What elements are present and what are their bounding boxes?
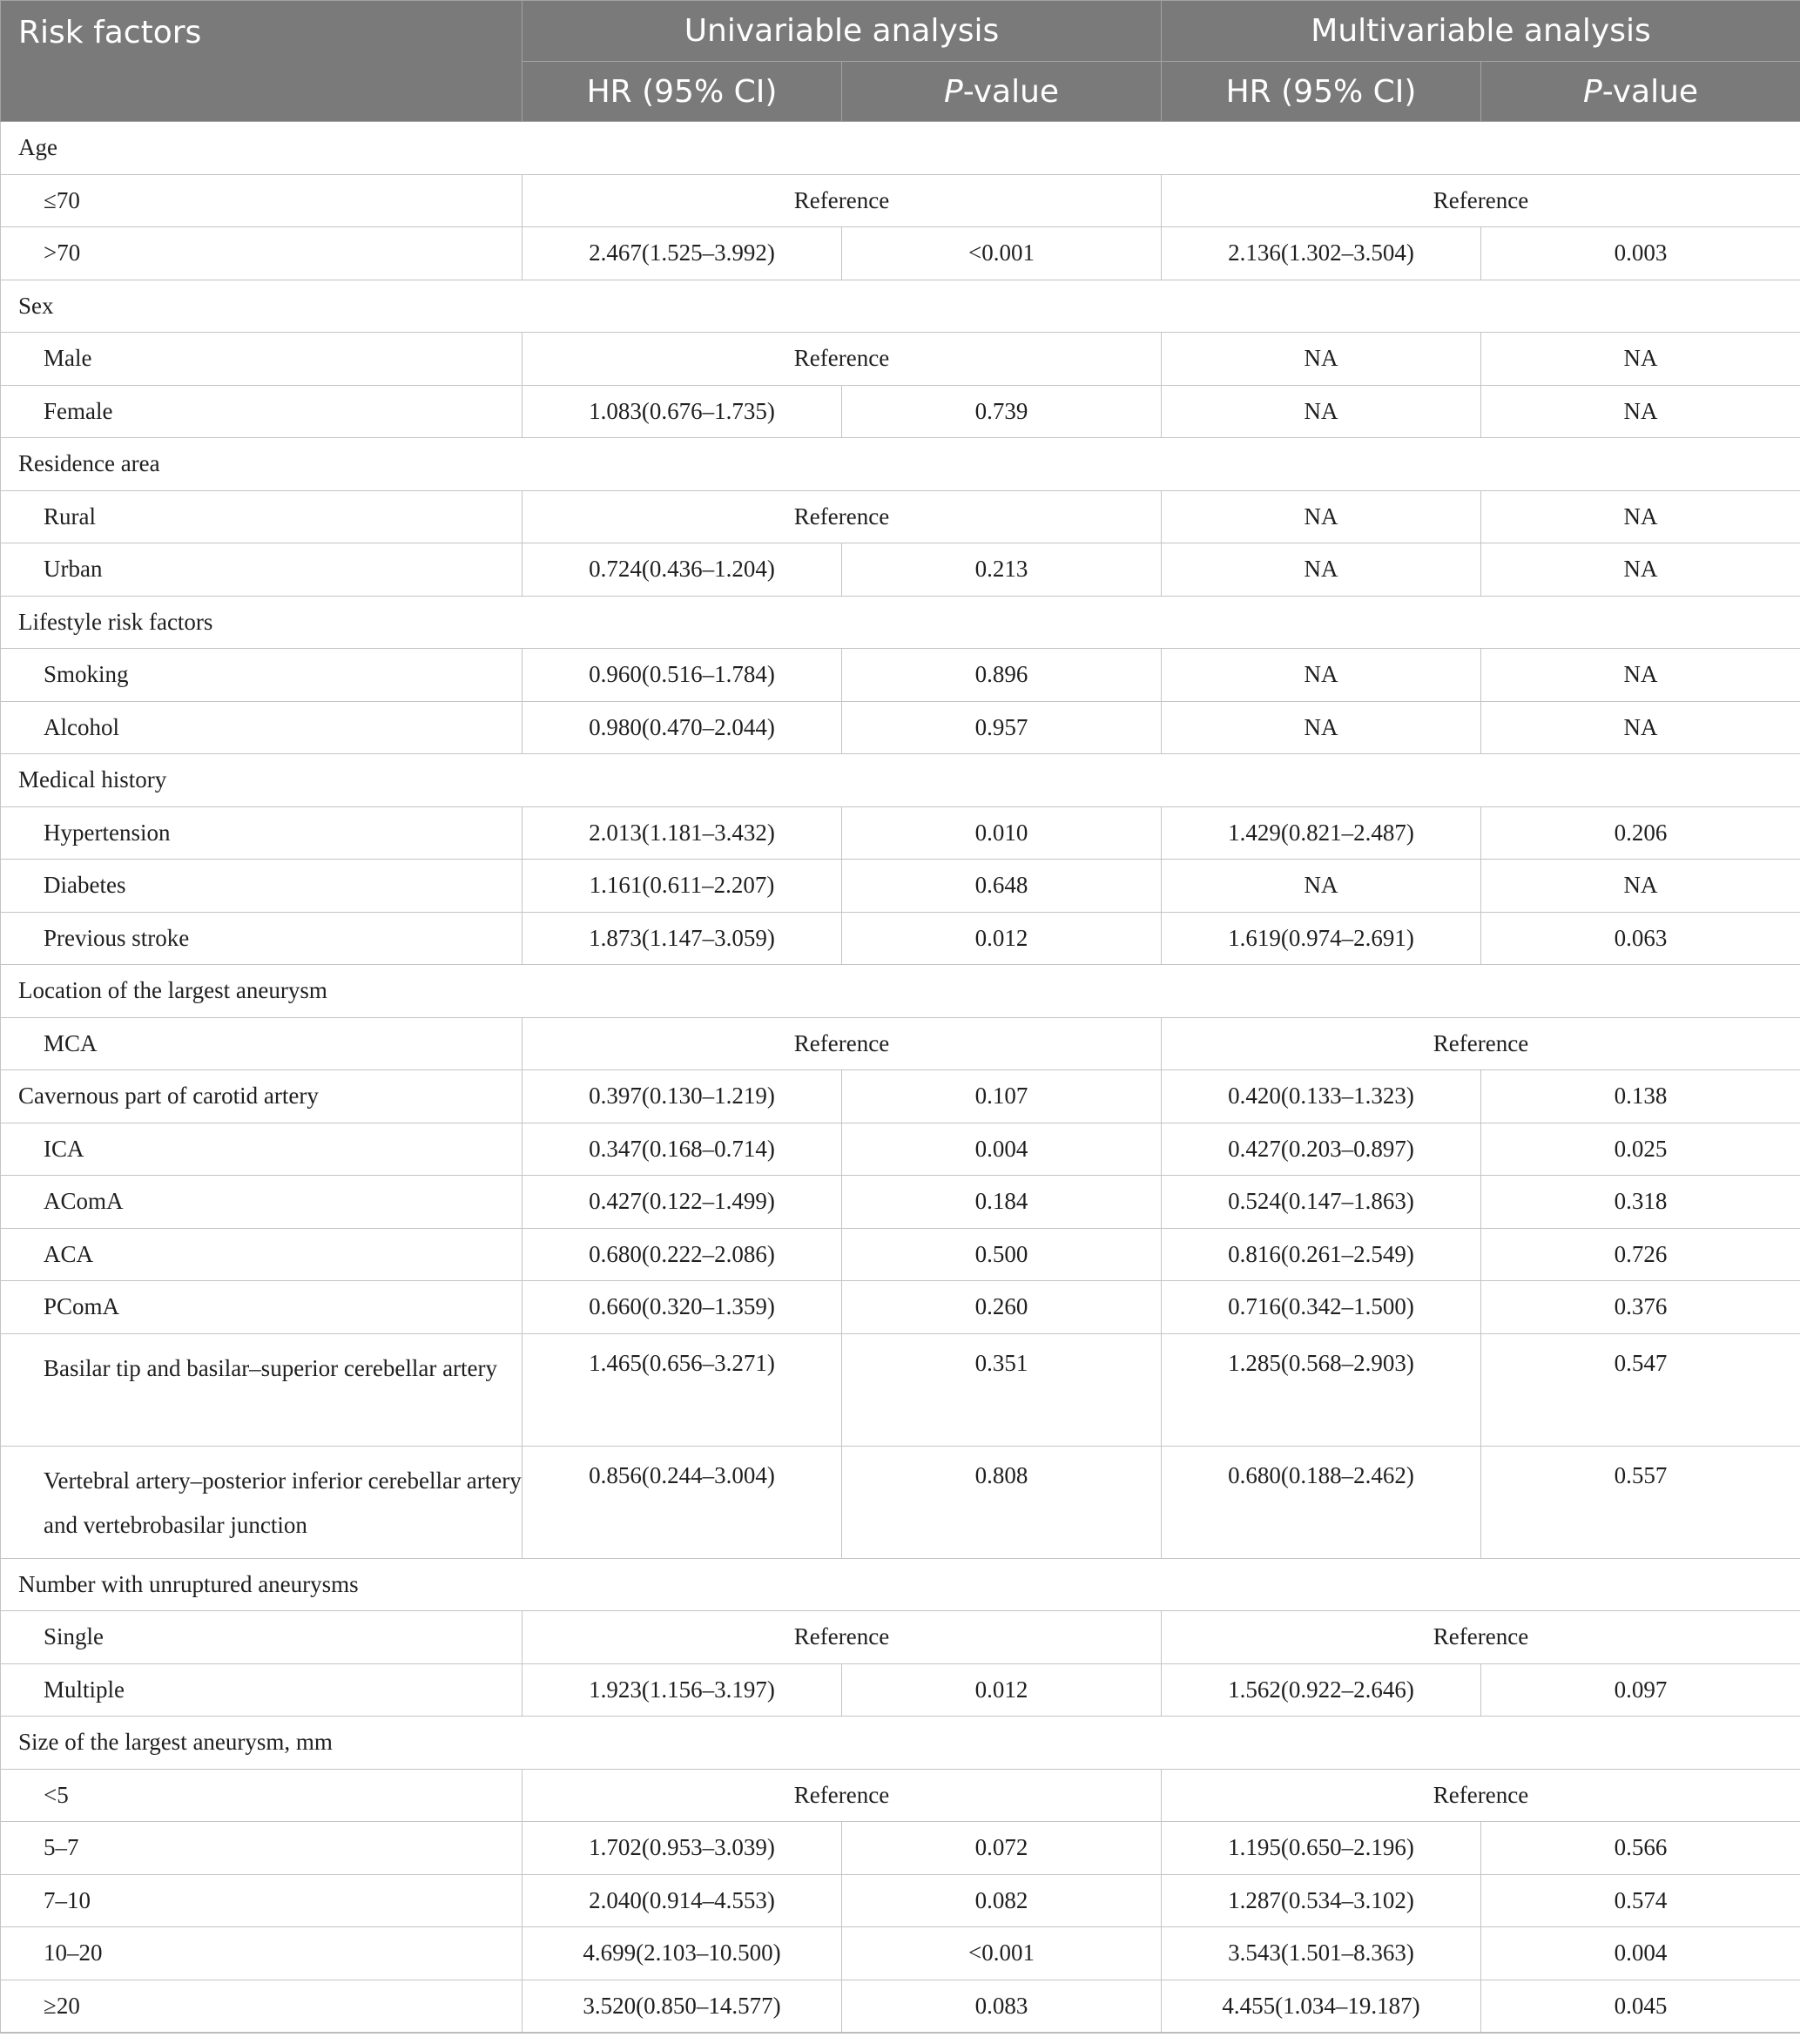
uni-hr-value: 0.960(0.516–1.784) — [522, 649, 842, 702]
risk-factor-label: ≤70 — [1, 174, 522, 227]
table-row — [1, 1333, 1800, 1446]
header-risk-factors: Risk factors — [1, 1, 522, 122]
multi-p-value: 0.025 — [1481, 1123, 1800, 1176]
multi-p-value: 0.004 — [1481, 1927, 1800, 1980]
table-row — [1, 860, 1800, 913]
multi-hr-value: 1.562(0.922–2.646) — [1162, 1663, 1481, 1717]
multi-p-value: 0.318 — [1481, 1176, 1800, 1229]
risk-factor-label: Basilar tip and basilar–superior cerebellar artery — [1, 1333, 522, 1446]
uni-p-value: 0.184 — [842, 1176, 1162, 1229]
header-multi-p-italic: P — [1582, 73, 1602, 110]
category-label: Lifestyle risk factors — [1, 596, 1800, 649]
table-row — [1, 1611, 1800, 1664]
uni-reference: Reference — [522, 333, 1162, 386]
header-uni-p-suffix: -value — [962, 73, 1060, 110]
multi-hr-value: NA — [1162, 701, 1481, 754]
uni-hr-value: 0.347(0.168–0.714) — [522, 1123, 842, 1176]
category-row — [1, 965, 1800, 1018]
multi-hr-value: NA — [1162, 649, 1481, 702]
uni-hr-value: 1.873(1.147–3.059) — [522, 912, 842, 965]
uni-reference: Reference — [522, 1611, 1162, 1664]
multi-p-value: 0.003 — [1481, 227, 1800, 280]
category-label: Medical history — [1, 754, 1800, 807]
table-row — [1, 1446, 1800, 1558]
header-multivariable: Multivariable analysis — [1162, 1, 1800, 62]
risk-factor-label: Female — [1, 385, 522, 438]
table-row — [1, 1228, 1800, 1281]
header-multi-p — [1481, 62, 1800, 122]
multi-p-value: NA — [1481, 385, 1800, 438]
multi-hr-value: 1.195(0.650–2.196) — [1162, 1822, 1481, 1875]
multi-p-value: 0.045 — [1481, 1980, 1800, 2033]
uni-hr-value: 0.397(0.130–1.219) — [522, 1070, 842, 1123]
uni-p-value: 0.648 — [842, 860, 1162, 913]
risk-factor-label: Single — [1, 1611, 522, 1664]
uni-p-value: 0.260 — [842, 1281, 1162, 1334]
uni-hr-value: 2.467(1.525–3.992) — [522, 227, 842, 280]
risk-factor-label: <5 — [1, 1769, 522, 1822]
uni-p-value: 0.351 — [842, 1333, 1162, 1446]
category-row — [1, 280, 1800, 333]
multi-hr-value: 0.680(0.188–2.462) — [1162, 1446, 1481, 1558]
uni-hr-value: 3.520(0.850–14.577) — [522, 1980, 842, 2033]
header-multi-p-suffix: -value — [1601, 73, 1699, 110]
multi-p-value: NA — [1481, 649, 1800, 702]
uni-p-value: 0.010 — [842, 806, 1162, 860]
category-row — [1, 438, 1800, 491]
risk-factor-label: Multiple — [1, 1663, 522, 1717]
risk-factor-label: ACA — [1, 1228, 522, 1281]
uni-p-value: 0.107 — [842, 1070, 1162, 1123]
multi-p-value: 0.063 — [1481, 912, 1800, 965]
uni-hr-value: 0.856(0.244–3.004) — [522, 1446, 842, 1558]
uni-hr-value: 0.680(0.222–2.086) — [522, 1228, 842, 1281]
risk-factor-label: Urban — [1, 543, 522, 597]
table-row — [1, 1874, 1800, 1927]
risk-factor-label: Male — [1, 333, 522, 386]
multi-hr-value: 0.427(0.203–0.897) — [1162, 1123, 1481, 1176]
table-row — [1, 1822, 1800, 1875]
risk-factor-label: Rural — [1, 490, 522, 543]
risk-factor-label: Previous stroke — [1, 912, 522, 965]
multi-hr-value: 0.420(0.133–1.323) — [1162, 1070, 1481, 1123]
uni-p-value: 0.012 — [842, 1663, 1162, 1717]
risk-factor-label: MCA — [1, 1017, 522, 1070]
uni-reference: Reference — [522, 174, 1162, 227]
multi-reference: Reference — [1162, 1611, 1800, 1664]
table-row — [1, 649, 1800, 702]
risk-factor-label: ≥20 — [1, 1980, 522, 2033]
multi-p-value: 0.097 — [1481, 1663, 1800, 1717]
risk-factor-label: Alcohol — [1, 701, 522, 754]
header-uni-p — [842, 62, 1162, 122]
category-label: Age — [1, 122, 1800, 175]
category-label: Location of the largest aneurysm — [1, 965, 1800, 1018]
multi-hr-value: 0.816(0.261–2.549) — [1162, 1228, 1481, 1281]
table-row — [1, 701, 1800, 754]
table-row — [1, 1176, 1800, 1229]
uni-hr-value: 4.699(2.103–10.500) — [522, 1927, 842, 1980]
risk-factor-label: AComA — [1, 1176, 522, 1229]
multi-hr-value: 1.429(0.821–2.487) — [1162, 806, 1481, 860]
table-header — [1, 1, 1800, 122]
multi-reference: Reference — [1162, 1769, 1800, 1822]
table-row — [1, 543, 1800, 597]
uni-hr-value: 1.083(0.676–1.735) — [522, 385, 842, 438]
risk-factor-label: Vertebral artery–posterior inferior cerebellar artery and vertebrobasilar junction — [1, 1446, 522, 1558]
multi-p-value: 0.138 — [1481, 1070, 1800, 1123]
multi-p-value: 0.376 — [1481, 1281, 1800, 1334]
multi-p-value: NA — [1481, 860, 1800, 913]
multi-hr-value: 2.136(1.302–3.504) — [1162, 227, 1481, 280]
table-row — [1, 1769, 1800, 1822]
multi-hr-value: NA — [1162, 543, 1481, 597]
uni-p-value: 0.012 — [842, 912, 1162, 965]
uni-reference: Reference — [522, 1017, 1162, 1070]
risk-factor-label: Cavernous part of carotid artery — [1, 1070, 522, 1123]
multi-p-value: NA — [1481, 490, 1800, 543]
uni-hr-value: 1.702(0.953–3.039) — [522, 1822, 842, 1875]
uni-hr-value: 0.660(0.320–1.359) — [522, 1281, 842, 1334]
multi-reference: Reference — [1162, 174, 1800, 227]
risk-factor-label: Hypertension — [1, 806, 522, 860]
multi-p-value: 0.206 — [1481, 806, 1800, 860]
header-uni-hr: HR (95% CI) — [522, 62, 842, 122]
multi-hr-value: 1.285(0.568–2.903) — [1162, 1333, 1481, 1446]
multi-p-value: NA — [1481, 333, 1800, 386]
table-row — [1, 385, 1800, 438]
category-row — [1, 1558, 1800, 1611]
risk-factor-label: 10–20 — [1, 1927, 522, 1980]
uni-hr-value: 1.465(0.656–3.271) — [522, 1333, 842, 1446]
multi-hr-value: NA — [1162, 385, 1481, 438]
uni-p-value: 0.500 — [842, 1228, 1162, 1281]
multi-p-value: 0.557 — [1481, 1446, 1800, 1558]
multi-hr-value: 0.716(0.342–1.500) — [1162, 1281, 1481, 1334]
table-row — [1, 1980, 1800, 2033]
uni-hr-value: 2.013(1.181–3.432) — [522, 806, 842, 860]
multi-hr-value: 4.455(1.034–19.187) — [1162, 1980, 1481, 2033]
uni-p-value: 0.213 — [842, 543, 1162, 597]
table-row — [1, 1123, 1800, 1176]
multi-p-value: 0.726 — [1481, 1228, 1800, 1281]
table-row — [1, 1017, 1800, 1070]
uni-p-value: 0.082 — [842, 1874, 1162, 1927]
category-label: Number with unruptured aneurysms — [1, 1558, 1800, 1611]
table-row — [1, 227, 1800, 280]
uni-hr-value: 2.040(0.914–4.553) — [522, 1874, 842, 1927]
uni-hr-value: 0.427(0.122–1.499) — [522, 1176, 842, 1229]
multi-hr-value: 0.524(0.147–1.863) — [1162, 1176, 1481, 1229]
risk-factor-label: ICA — [1, 1123, 522, 1176]
table-row — [1, 1281, 1800, 1334]
category-label: Sex — [1, 280, 1800, 333]
multi-p-value: 0.574 — [1481, 1874, 1800, 1927]
table-row — [1, 1663, 1800, 1717]
table-row — [1, 806, 1800, 860]
category-label: Residence area — [1, 438, 1800, 491]
category-row — [1, 596, 1800, 649]
multi-hr-value: 1.619(0.974–2.691) — [1162, 912, 1481, 965]
table-row — [1, 1927, 1800, 1980]
header-univariable: Univariable analysis — [522, 1, 1162, 62]
risk-factor-label: 7–10 — [1, 1874, 522, 1927]
header-multi-hr: HR (95% CI) — [1162, 62, 1481, 122]
multi-hr-value: NA — [1162, 490, 1481, 543]
uni-hr-value: 0.980(0.470–2.044) — [522, 701, 842, 754]
uni-p-value: <0.001 — [842, 227, 1162, 280]
uni-reference: Reference — [522, 490, 1162, 543]
multi-p-value: 0.547 — [1481, 1333, 1800, 1446]
uni-p-value: 0.739 — [842, 385, 1162, 438]
risk-factor-label: >70 — [1, 227, 522, 280]
risk-factor-label: 5–7 — [1, 1822, 522, 1875]
multi-reference: Reference — [1162, 1017, 1800, 1070]
risk-factor-label: PComA — [1, 1281, 522, 1334]
multi-p-value: 0.566 — [1481, 1822, 1800, 1875]
table-row — [1, 912, 1800, 965]
multi-p-value: NA — [1481, 701, 1800, 754]
table-row — [1, 490, 1800, 543]
multi-hr-value: NA — [1162, 860, 1481, 913]
multi-hr-value: 3.543(1.501–8.363) — [1162, 1927, 1481, 1980]
uni-p-value: 0.083 — [842, 1980, 1162, 2033]
uni-hr-value: 1.161(0.611–2.207) — [522, 860, 842, 913]
category-row — [1, 1717, 1800, 1770]
uni-reference: Reference — [522, 1769, 1162, 1822]
uni-hr-value: 0.724(0.436–1.204) — [522, 543, 842, 597]
category-row — [1, 122, 1800, 175]
multi-hr-value: 1.287(0.534–3.102) — [1162, 1874, 1481, 1927]
uni-p-value: 0.004 — [842, 1123, 1162, 1176]
table-row — [1, 174, 1800, 227]
table-row — [1, 1070, 1800, 1123]
multi-p-value: NA — [1481, 543, 1800, 597]
header-uni-p-italic: P — [943, 73, 963, 110]
category-row — [1, 754, 1800, 807]
table-body — [1, 122, 1800, 2034]
uni-p-value: <0.001 — [842, 1927, 1162, 1980]
uni-p-value: 0.808 — [842, 1446, 1162, 1558]
multi-hr-value: NA — [1162, 333, 1481, 386]
table-row — [1, 333, 1800, 386]
risk-factor-label: Diabetes — [1, 860, 522, 913]
uni-p-value: 0.957 — [842, 701, 1162, 754]
category-label: Size of the largest aneurysm, mm — [1, 1717, 1800, 1770]
risk-factor-label: Smoking — [1, 649, 522, 702]
uni-p-value: 0.072 — [842, 1822, 1162, 1875]
uni-p-value: 0.896 — [842, 649, 1162, 702]
uni-hr-value: 1.923(1.156–3.197) — [522, 1663, 842, 1717]
